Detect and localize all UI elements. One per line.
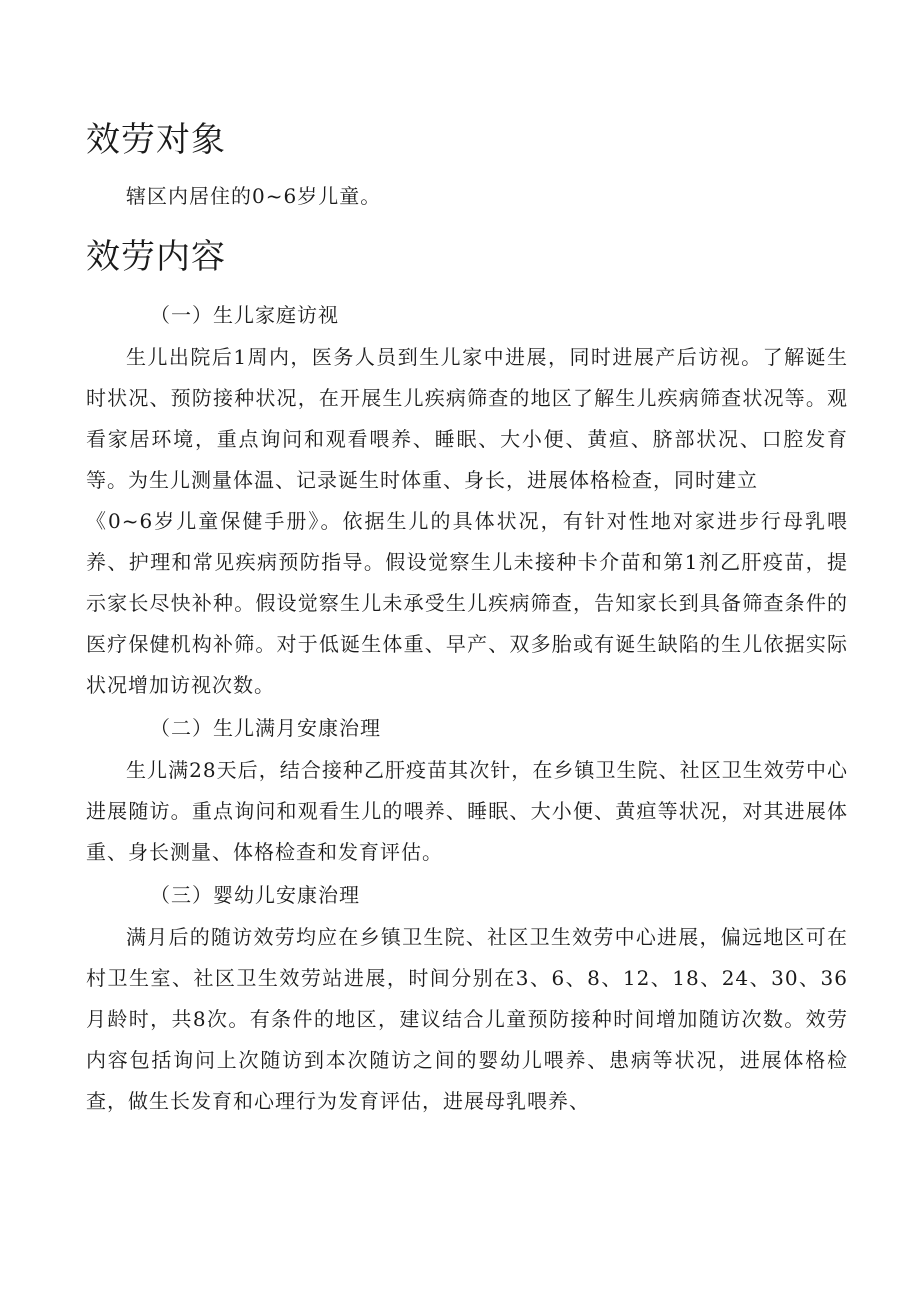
subheading-newborn-visit: （一）生儿家庭访视 (150, 303, 339, 327)
paragraph-infant-health: 满月后的随访效劳均应在乡镇卫生院、社区卫生效劳中心进展，偏远地区可在村卫生室、社区卫生效劳站进展，时间分别在3、6、8、12、18、24、30、36月龄时，共8次。有条件的地区，建议结合儿童预防接种时间增加随访次数。效劳内容包括询问上次随访到本次随访之间的婴幼儿喂养、患病等状况，进展体格检查，做生长发育和心理行为发育评估，进展母乳喂养、 (86, 925, 848, 1113)
spacer (86, 285, 848, 293)
subheading-infant-health: （三）婴幼儿安康治理 (150, 883, 360, 907)
heading-service-content: 效劳内容 (86, 237, 226, 277)
paragraph-newborn-visit-1: 生儿出院后1周内，医务人员到生儿家中进展，同时进展产后访视。了解诞生时状况、预防接种状况，在开展生儿疾病筛查的地区了解生儿疾病筛查状况等。观看家居环境，重点询问和观看喂养、睡眠、大小便、黄疸、脐部状况、口腔发育等。为生儿测量体温、记录诞生时体重、身长，进展体格检查，同时建立 (86, 345, 848, 492)
paragraph-full-month: 生儿满28天后，结合接种乙肝疫苗其次针，在乡镇卫生院、社区卫生效劳中心进展随访。重点询问和观看生儿的喂养、睡眠、大小便、黄疸等状况，对其进展体重、身长测量、体格检查和发育评估。 (86, 758, 848, 864)
spacer (86, 168, 848, 176)
paragraph-newborn-visit-2: 《0~6岁儿童保健手册》。依据生儿的具体状况，有针对性地对家进步行母乳喂养、护理和常见疾病预防指导。假设觉察生儿未接种卡介苗和第1剂乙肝疫苗，提示家长尽快补种。假设觉察生儿未承受生儿疾病筛查，告知家长到具备筛查条件的医疗保健机构补筛。对于低诞生体重、早产、双多胎或有诞生缺陷的生儿依据实际状况增加访视次数。 (86, 509, 848, 697)
service-target-text: 辖区内居住的0~6岁儿童。 (126, 184, 382, 208)
document-content (86, 112, 848, 1122)
subheading-full-month: （二）生儿满月安康治理 (150, 716, 381, 740)
spacer (86, 217, 848, 229)
heading-service-target: 效劳对象 (86, 120, 226, 160)
